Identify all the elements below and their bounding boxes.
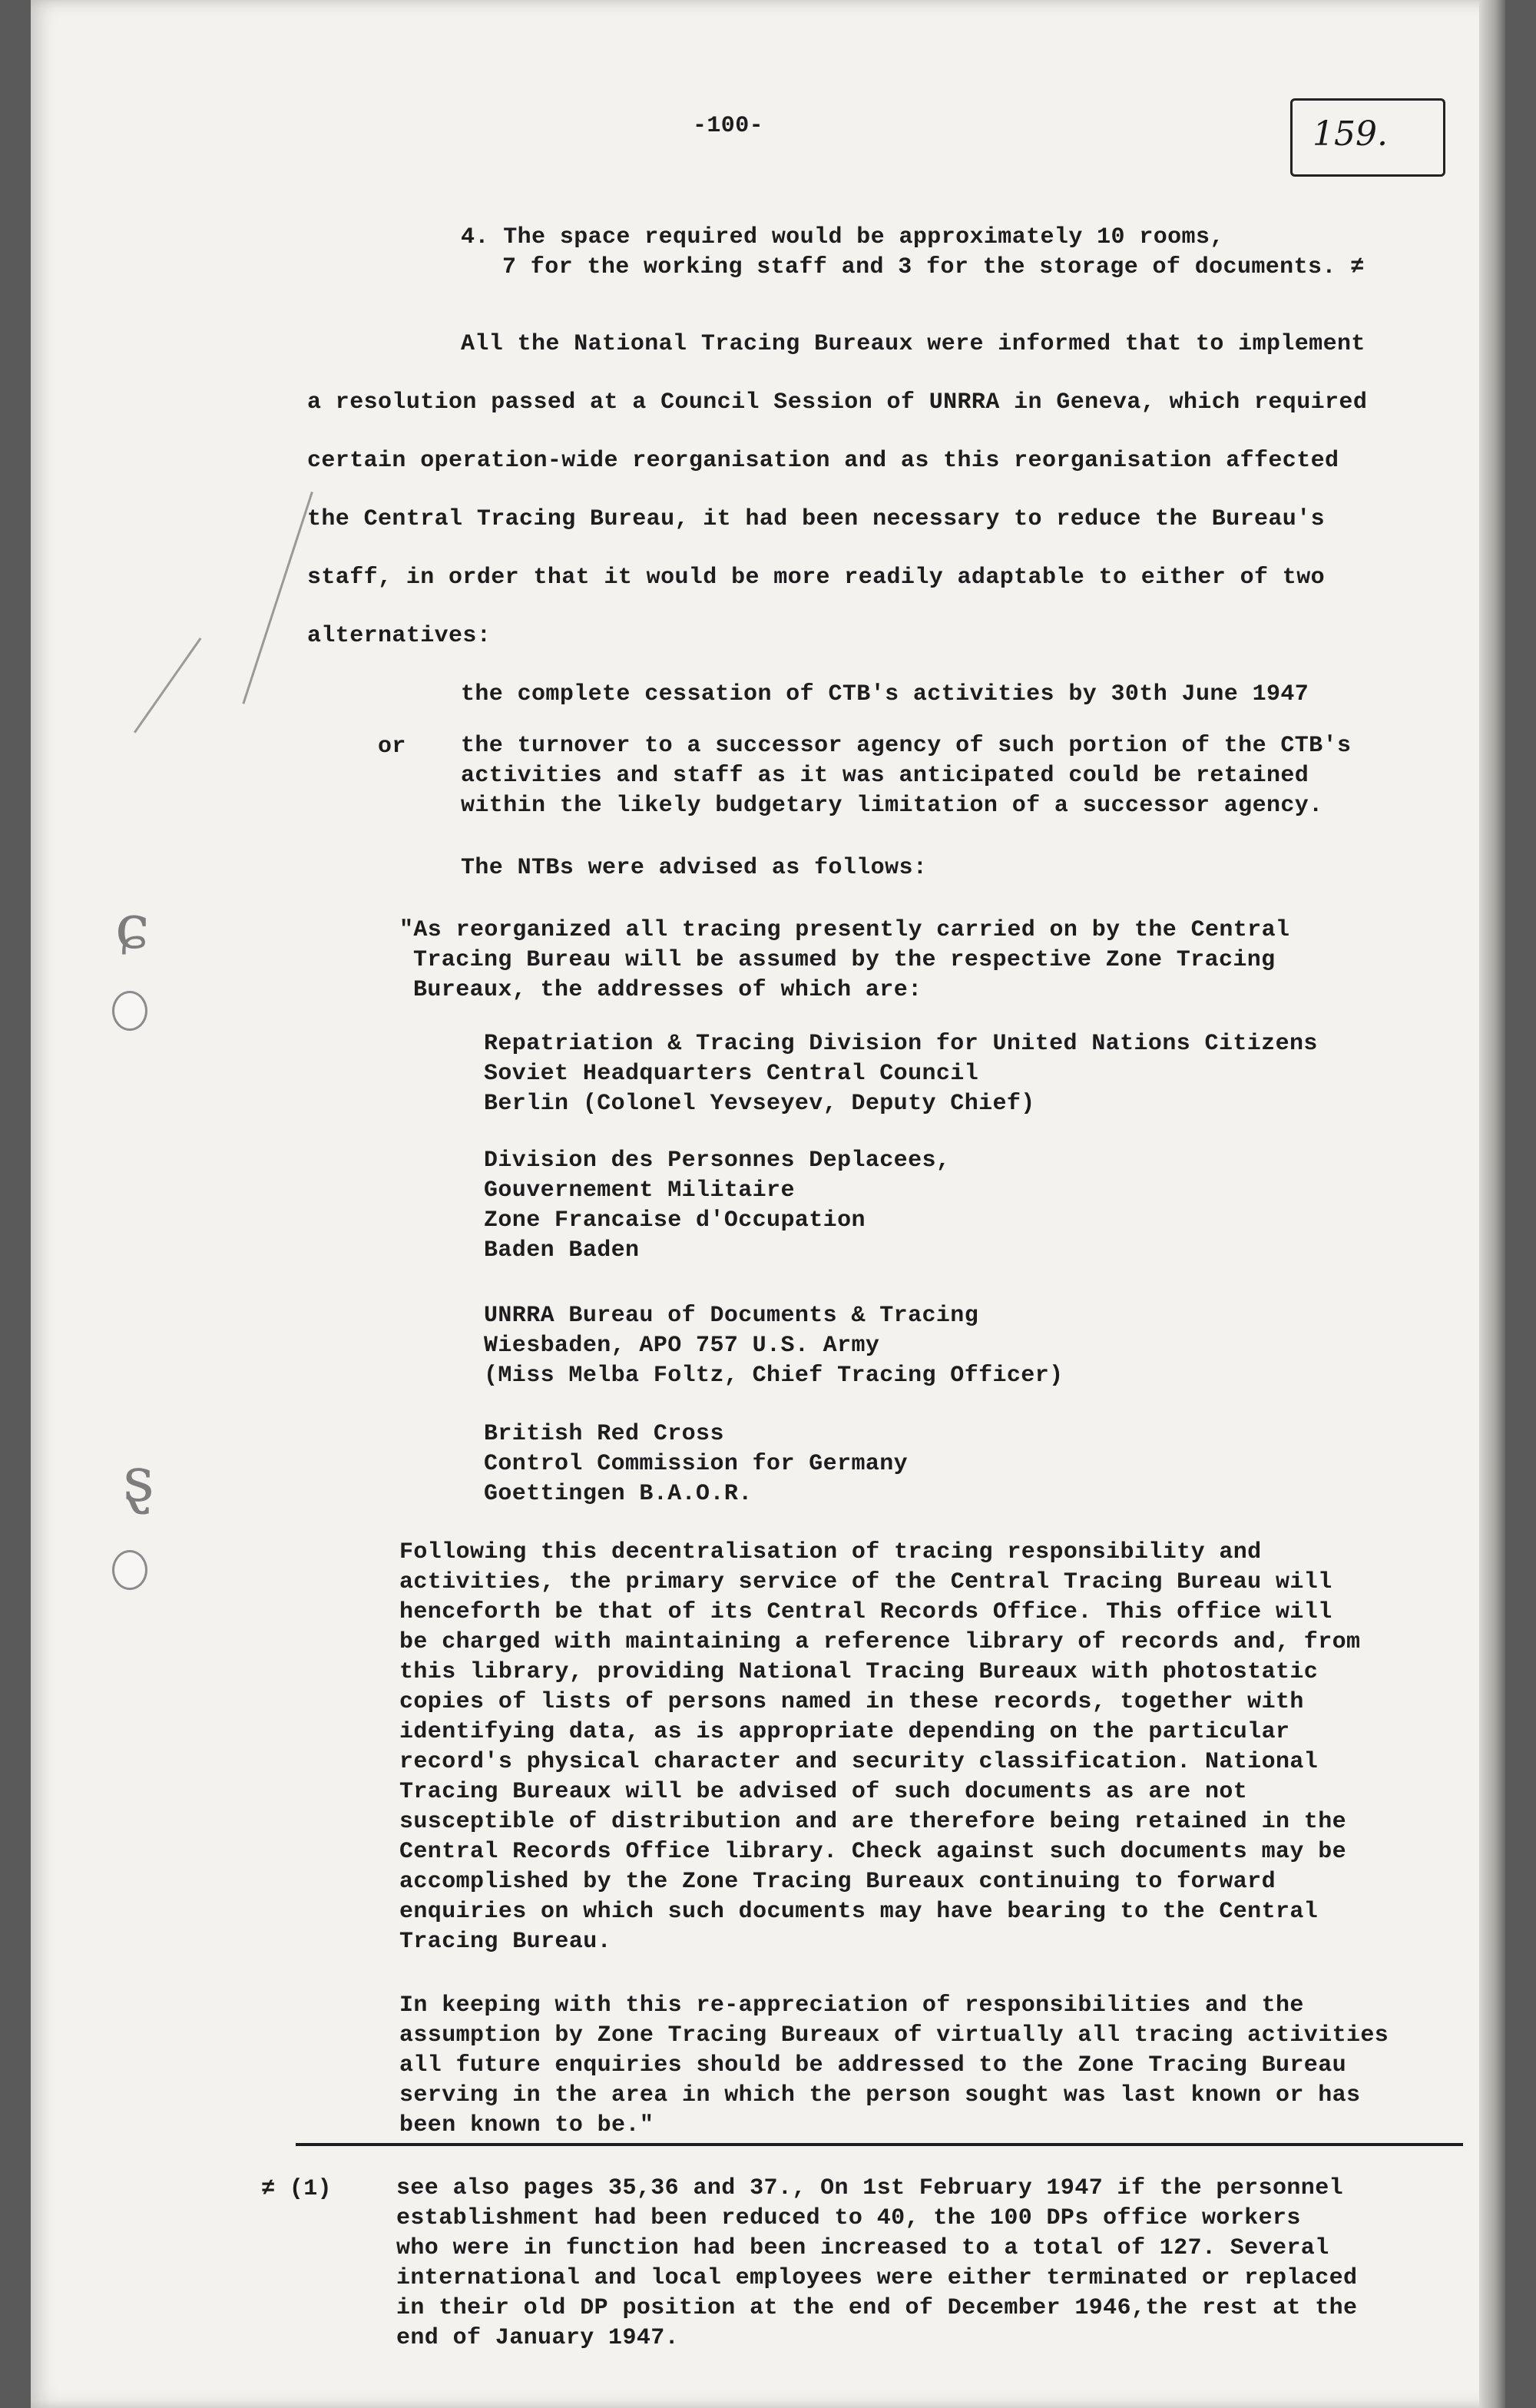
text-line: All the National Tracing Bureaux were informed that to implement bbox=[461, 331, 1366, 357]
text-line: Tracing Bureau will be assumed by the respective Zone Tracing bbox=[413, 947, 1276, 973]
address-line: British Red Cross bbox=[484, 1421, 724, 1447]
footnote-line: end of January 1947. bbox=[396, 2325, 680, 2351]
text-line: record's physical character and security classification. National bbox=[399, 1749, 1319, 1775]
address-line: Division des Personnes Deplacees, bbox=[484, 1148, 951, 1174]
address-line: Zone Francaise d'Occupation bbox=[484, 1207, 866, 1234]
paragraph-decentralisation bbox=[399, 1538, 1360, 1957]
margin-mark: ȿ bbox=[123, 1444, 155, 1515]
address-line: Wiesbaden, APO 757 U.S. Army bbox=[484, 1333, 880, 1359]
text-line: henceforth be that of its Central Records Office. This office will bbox=[399, 1599, 1332, 1625]
footnote bbox=[396, 2174, 1357, 2353]
text-line: activities and staff as it was anticipated could be retained bbox=[461, 763, 1309, 789]
text-line: accomplished by the Zone Tracing Bureaux continuing to forward bbox=[399, 1869, 1276, 1895]
text-line: been known to be." bbox=[399, 2112, 654, 2138]
text-line: assumption by Zone Tracing Bureaux of virtually all tracing activities bbox=[399, 2022, 1389, 2049]
text-line: Central Records Office library. Check against such documents may be bbox=[399, 1839, 1346, 1865]
address-line: Control Commission for Germany bbox=[484, 1451, 909, 1477]
paragraph-main bbox=[307, 315, 1367, 665]
address-line: Berlin (Colonel Yevseyev, Deputy Chief) bbox=[484, 1091, 1035, 1117]
footnote-line: establishment had been reduced to 40, the 100 DPs office workers bbox=[396, 2205, 1301, 2231]
advised-line: The NTBs were advised as follows: bbox=[461, 855, 928, 881]
margin-mark: ɕ bbox=[115, 891, 150, 962]
text-line: all future enquiries should be addressed to the Zone Tracing Bureau bbox=[399, 2052, 1346, 2078]
address-french bbox=[484, 1146, 950, 1266]
address-line: Soviet Headquarters Central Council bbox=[484, 1061, 979, 1087]
address-soviet bbox=[484, 1029, 1318, 1119]
text-line: "As reorganized all tracing presently carried on by the Central bbox=[399, 917, 1290, 943]
text-line: alternatives: bbox=[307, 623, 492, 649]
footnote-marker: ≠ (1) bbox=[261, 2176, 333, 2202]
text-line: susceptible of distribution and are therefore being retained in the bbox=[399, 1809, 1346, 1835]
alternative-2 bbox=[461, 731, 1351, 821]
alternative-1: the complete cessation of CTB's activities by 30th June 1947 bbox=[461, 681, 1309, 707]
address-unrra bbox=[484, 1301, 1064, 1391]
item-4-line: 7 for the working staff and 3 for the storage of documents. ≠ bbox=[502, 254, 1365, 280]
text-line: Tracing Bureau. bbox=[399, 1929, 612, 1955]
text-line: copies of lists of persons named in these records, together with bbox=[399, 1689, 1304, 1715]
text-line: within the likely budgetary limitation of a successor agency. bbox=[461, 793, 1323, 819]
address-line: Baden Baden bbox=[484, 1237, 640, 1264]
text-line: this library, providing National Tracing Bureaux with photostatic bbox=[399, 1659, 1319, 1685]
alternative-or: or bbox=[378, 734, 406, 760]
footnote-line: international and local employees were either terminated or replaced bbox=[396, 2265, 1358, 2291]
text-line: Tracing Bureaux will be advised of such documents as are not bbox=[399, 1779, 1248, 1805]
text-line: be charged with maintaining a reference library of records and, from bbox=[399, 1629, 1361, 1655]
footnote-rule bbox=[296, 2143, 1463, 2146]
text-line: the Central Tracing Bureau, it had been necessary to reduce the Bureau's bbox=[307, 506, 1326, 532]
address-line: (Miss Melba Foltz, Chief Tracing Officer) bbox=[484, 1363, 1064, 1389]
text-line: activities, the primary service of the Central Tracing Bureau will bbox=[399, 1569, 1332, 1595]
text-line: a resolution passed at a Council Session of UNRRA in Geneva, which required bbox=[307, 389, 1368, 416]
text-line: staff, in order that it would be more readily adaptable to either of two bbox=[307, 565, 1326, 591]
address-line: UNRRA Bureau of Documents & Tracing bbox=[484, 1303, 979, 1329]
punch-hole bbox=[112, 991, 147, 1031]
footnote-line: who were in function had been increased to a total of 127. Several bbox=[396, 2235, 1329, 2261]
margin-pencil-line bbox=[242, 492, 313, 704]
text-line: Bureaux, the addresses of which are: bbox=[413, 977, 922, 1003]
text-line: In keeping with this re-appreciation of responsibilities and the bbox=[399, 1992, 1304, 2019]
page-number: -100- bbox=[693, 113, 764, 139]
text-line: serving in the area in which the person sought was last known or has bbox=[399, 2082, 1361, 2108]
footnote-line: see also pages 35,36 and 37., On 1st February 1947 if the personnel bbox=[396, 2175, 1343, 2201]
text-line: Following this decentralisation of tracing responsibility and bbox=[399, 1539, 1262, 1565]
folio-stamp bbox=[1290, 98, 1445, 177]
text-line: identifying data, as is appropriate depending on the particular bbox=[399, 1719, 1290, 1745]
address-line: Gouvernement Militaire bbox=[484, 1178, 795, 1204]
folio-number: 159. bbox=[1313, 114, 1388, 154]
margin-pencil-line bbox=[134, 638, 201, 734]
punch-hole bbox=[112, 1550, 147, 1590]
footnote-line: in their old DP position at the end of December 1946,the rest at the bbox=[396, 2295, 1358, 2321]
document-page bbox=[31, 0, 1505, 2408]
paragraph-keeping bbox=[399, 1991, 1389, 2141]
text-line: the turnover to a successor agency of such portion of the CTB's bbox=[461, 733, 1352, 759]
item-4 bbox=[461, 223, 1365, 283]
address-line: Goettingen B.A.O.R. bbox=[484, 1481, 753, 1507]
quote-intro bbox=[399, 916, 1289, 1005]
page-edge bbox=[1479, 0, 1505, 2408]
text-line: enquiries on which such documents may have bearing to the Central bbox=[399, 1899, 1319, 1925]
address-british bbox=[484, 1419, 908, 1509]
address-line: Repatriation & Tracing Division for United Nations Citizens bbox=[484, 1031, 1318, 1057]
text-line: certain operation-wide reorganisation and as this reorganisation affected bbox=[307, 448, 1339, 474]
item-4-line: 4. The space required would be approximately 10 rooms, bbox=[461, 224, 1224, 250]
